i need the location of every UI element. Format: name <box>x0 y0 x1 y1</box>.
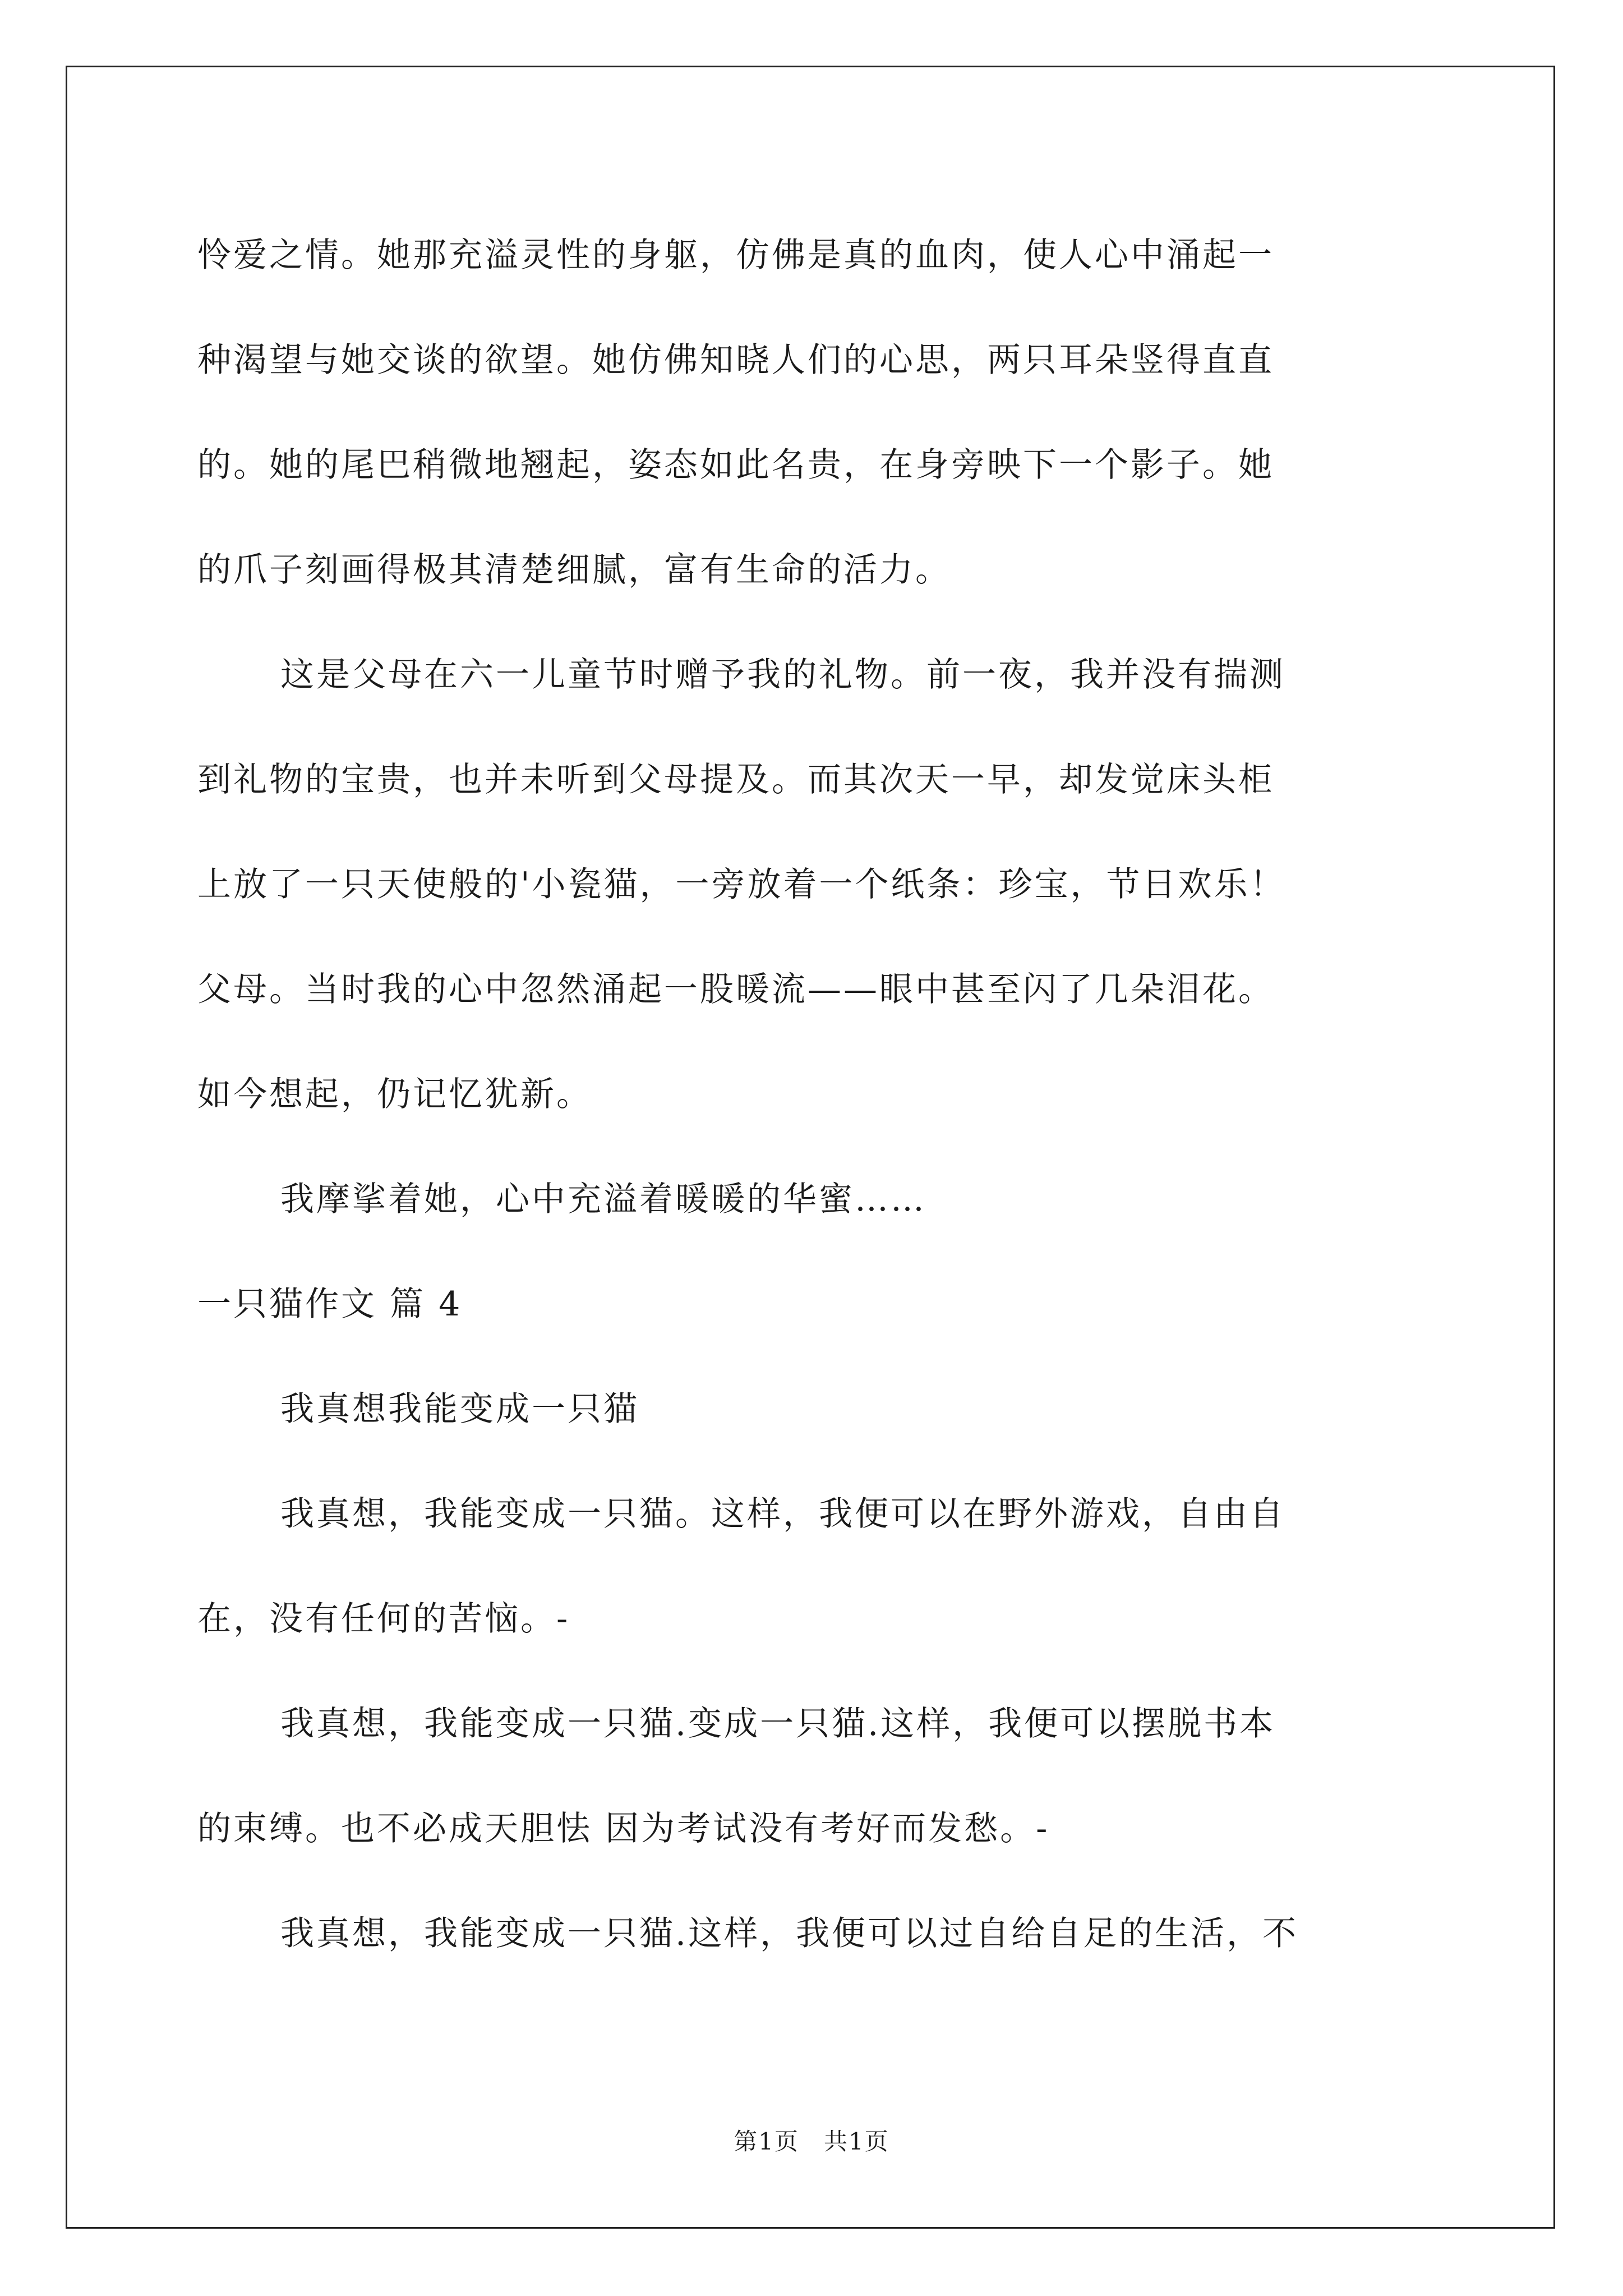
text-line: 父母。当时我的心中忽然涌起一股暖流——眼中甚至闪了几朵泪花。 <box>197 970 1274 1009</box>
text-line: 如今想起，仍记忆犹新。 <box>197 1075 592 1114</box>
page-number-footer: 第1页 共1页 <box>734 2128 889 2155</box>
document-body <box>197 203 1431 1986</box>
text-line: 的。她的尾巴稍微地翘起，姿态如此名贵，在身旁映下一个影子。她 <box>197 445 1274 485</box>
text-line: 在，没有任何的苦恼。- <box>197 1599 570 1639</box>
text-line: 种渴望与她交谈的欲望。她仿佛知晓人们的心思，两只耳朵竖得直直 <box>197 341 1274 380</box>
essay-title: 我真想我能变成一只猫 <box>280 1389 639 1429</box>
text-line: 怜爱之情。她那充溢灵性的身躯，仿佛是真的血肉，使人心中涌起一 <box>197 236 1274 275</box>
text-line: 的束缚。也不必成天胆怯 因为考试没有考好而发愁。- <box>197 1809 1050 1848</box>
text-line: 上放了一只天使般的'小瓷猫，一旁放着一个纸条：珍宝，节日欢乐！ <box>197 865 1286 904</box>
paragraph-start-line: 我真想，我能变成一只猫.变成一只猫.这样，我便可以摆脱书本 <box>280 1704 1276 1743</box>
text-line: 到礼物的宝贵，也并未听到父母提及。而其次天一早，却发觉床头柜 <box>197 760 1274 799</box>
paragraph-start-line: 这是父母在六一儿童节时赠予我的礼物。前一夜，我并没有揣测 <box>280 655 1285 694</box>
paragraph-start-line: 我摩挲着她，心中充溢着暖暖的华蜜…… <box>280 1180 926 1219</box>
paragraph-start-line: 我真想，我能变成一只猫.这样，我便可以过自给自足的生活，不 <box>280 1914 1299 1953</box>
paragraph-start-line: 我真想，我能变成一只猫。这样，我便可以在野外游戏，自由自 <box>280 1494 1285 1534</box>
section-heading: 一只猫作文 篇 4 <box>197 1285 463 1324</box>
text-line: 的爪子刻画得极其清楚细腻，富有生命的活力。 <box>197 550 951 590</box>
